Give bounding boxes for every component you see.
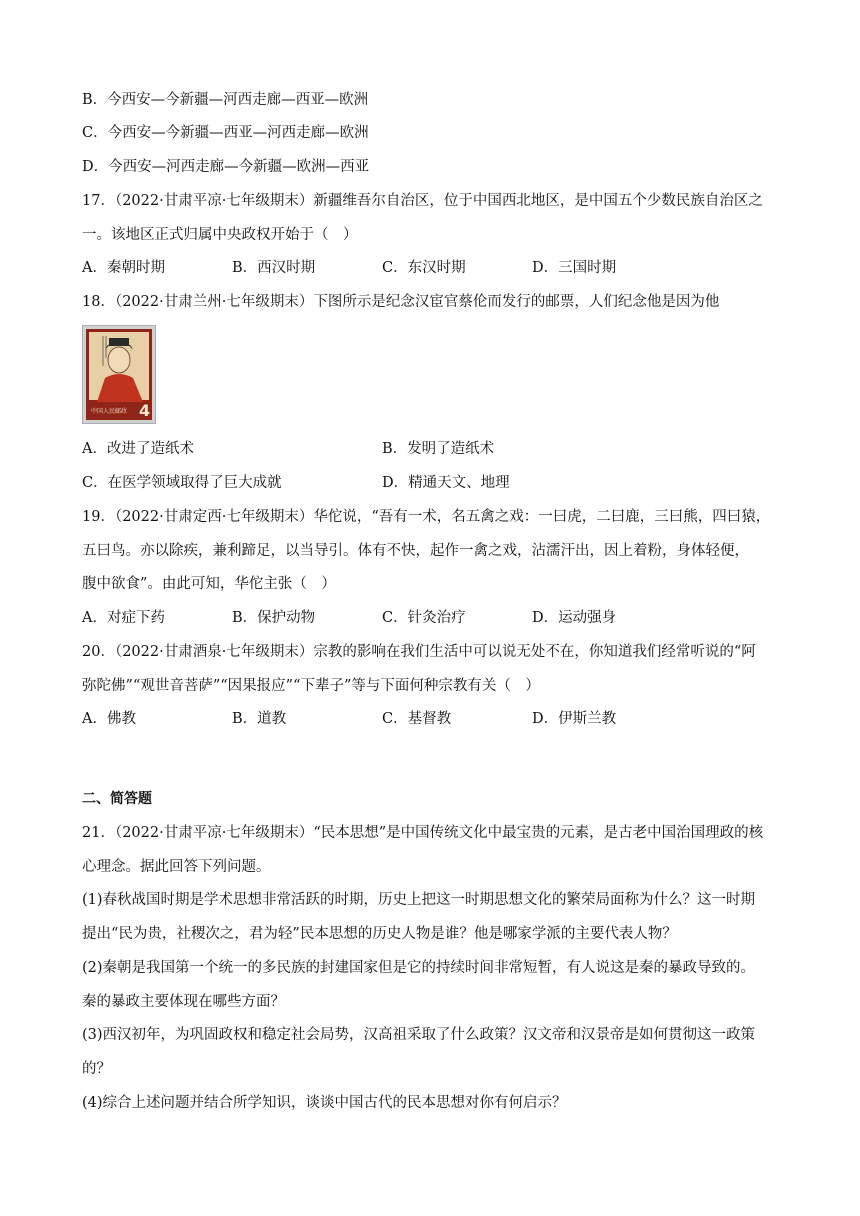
q17-stem-line-1: 17．（2022·甘肃平凉·七年级期末）新疆维吾尔自治区，位于中国西北地区，是中国五个少数民族自治区之	[82, 193, 763, 209]
q21-part2-line-1: (2)秦朝是我国第一个统一的多民族的封建国家但是它的持续时间非常短暂，有人说这是秦的暴政导致的。	[82, 960, 756, 976]
q18-option-b: B．发明了造纸术	[382, 441, 495, 457]
q19-stem-line-3: 腹中欲食”。由此可知，华佗主张（ ）	[82, 576, 336, 592]
q20-stem-line-2: 弥陀佛”“观世音菩萨”“因果报应”“下辈子”等与下面何种宗教有关（ ）	[82, 678, 540, 694]
q17-option-b: B．西汉时期	[232, 260, 316, 276]
q19-option-a: A．对症下药	[82, 610, 165, 626]
q19-option-d: D．运动强身	[532, 610, 617, 626]
q18-option-d: D．精通天文、地理	[382, 475, 510, 491]
q18-stem: 18．（2022·甘肃兰州·七年级期末）下图所示是纪念汉宦官蔡伦而发行的邮票，人们纪念他是因为他	[82, 294, 720, 310]
q21-part2-line-2: 秦的暴政主要体现在哪些方面？	[82, 994, 285, 1010]
q18-option-a: A．改进了造纸术	[82, 441, 194, 457]
q20-option-d: D．伊斯兰教	[532, 711, 617, 727]
cai-lun-stamp-image	[82, 325, 156, 424]
q21-stem-line-2: 心理念。据此回答下列问题。	[82, 859, 271, 875]
q17-option-a: A．秦朝时期	[82, 260, 165, 276]
q16-option-d: D．今西安—河西走廊—今新疆—欧洲—西亚	[82, 159, 370, 175]
q19-option-b: B．保护动物	[232, 610, 316, 626]
q20-option-a: A．佛教	[82, 711, 136, 727]
q20-option-b: B．道教	[232, 711, 287, 727]
q19-option-c: C．针灸治疗	[382, 610, 466, 626]
q16-option-b: B．今西安—今新疆—河西走廊—西亚—欧洲	[82, 92, 369, 108]
q20-stem-line-1: 20．（2022·甘肃酒泉·七年级期末）宗教的影响在我们生活中可以说无处不在，你知道我们经常听说的“阿	[82, 644, 756, 660]
q17-stem-line-2: 一。该地区正式归属中央政权开始于（ ）	[82, 227, 358, 243]
q18-option-c: C．在医学领域取得了巨大成就	[82, 475, 282, 491]
q20-option-c: C．基督教	[382, 711, 452, 727]
q21-part1-line-2: 提出“民为贵，社稷次之，君为轻”民本思想的历史人物是谁？他是哪家学派的主要代表人物？	[82, 926, 677, 942]
q21-part3-line-2: 的？	[82, 1061, 111, 1077]
q21-part4: (4)综合上述问题并结合所学知识，谈谈中国古代的民本思想对你有何启示？	[82, 1095, 567, 1111]
q21-part1-line-1: (1)春秋战国时期是学术思想非常活跃的时期，历史上把这一时期思想文化的繁荣局面称为什么？这一时期	[82, 892, 756, 908]
stamp-value-text: 4	[139, 401, 151, 420]
q17-option-c: C．东汉时期	[382, 260, 466, 276]
stamp-issuer-text: 中国人民邮政	[91, 408, 128, 415]
q17-option-d: D．三国时期	[532, 260, 617, 276]
q19-stem-line-2: 五曰鸟。亦以除疾，兼利蹄足，以当导引。体有不快，起作一禽之戏，沾濡汗出，因上着粉，身体轻便，	[82, 543, 749, 559]
q21-part3-line-1: (3)西汉初年，为巩固政权和稳定社会局势，汉高祖采取了什么政策？汉文帝和汉景帝是如何贯彻这一政策	[82, 1027, 756, 1043]
q19-stem-line-1: 19．（2022·甘肃定西·七年级期末）华佗说，“吾有一术，名五禽之戏：一曰虎，二曰鹿，三曰熊，四曰猿，	[82, 509, 771, 525]
section-heading-short-answer: 二、简答题	[82, 791, 152, 807]
q21-stem-line-1: 21．（2022·甘肃平凉·七年级期末）“民本思想”是中国传统文化中最宝贵的元素，是古老中国治国理政的核	[82, 825, 764, 841]
q16-option-c: C．今西安—今新疆—西亚—河西走廊—欧洲	[82, 125, 369, 141]
